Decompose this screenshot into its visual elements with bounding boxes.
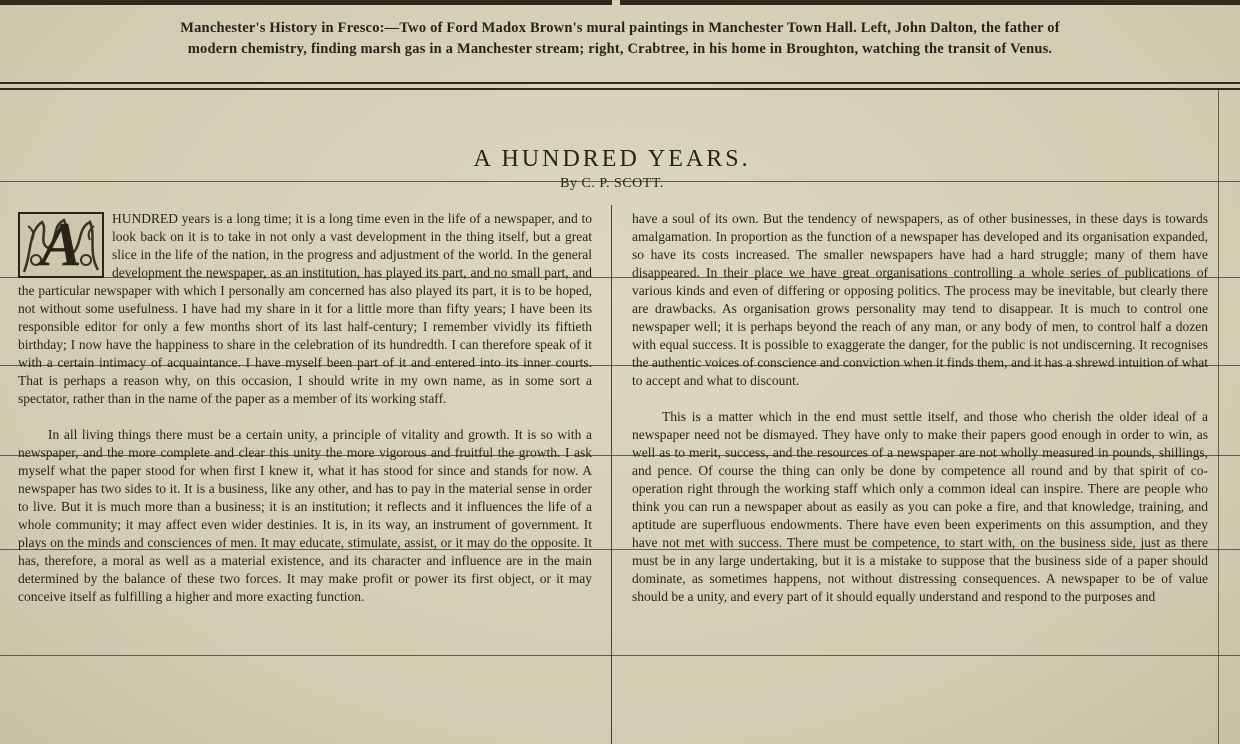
top-rule-right [620,0,1240,5]
caption-line-2: modern chemistry, finding marsh gas in a Manchester stream; right, Crabtree, in his home in Broughton, watching the transit of Venus. [187,41,1053,57]
top-rule-left [0,0,612,5]
article-title: A HUNDRED YEARS. [473,146,751,173]
article-paragraph: In all living things there must be a certain unity, a principle of vitality and growth. It is so with a newspaper, and the more complete and clear this unity the more vigorous and fruitful the growth. I ask myself what the paper stood for when first I knew it, what it has stood for since and stands for now. A newspaper has two sides to it. It is a business, like any other, and has to pay in the material sense in order to live. But it is much more than a business; it is an institution; it reflects and it influences the life of a whole community; it may affect even wider destinies. It is, in its way, an instrument of government. It plays on the minds and consciences of men. It may educate, stimulate, assist, or it may do the opposite. It has, therefore, a moral as well as a material existence, and its character and influence are in the main determined by the balance of these two forces. It may make profit or power its first object, or it may conceive itself as fulfilling a higher and more exacting function. [18,427,592,604]
article-column-right [632,210,1208,744]
caption-line-1: Manchester's History in Fresco:—Two of Ford Madox Brown's mural paintings in Manchester Town Hall. Left, John Dalton, the father of [180,20,1060,36]
photo-caption [40,18,1200,60]
article-paragraph: HUNDRED years is a long time; it is a long time even in the life of a newspaper, and to look back on it is to take in not only a vast development in the thing itself, but a great slice in the life of the nation, in the progress and adjustment of the world. In the general development the newspaper, as an institution, has played its part, and no small part, and the particular newspaper with which I personally am concerned has also played its part, it is to be hoped, not without some usefulness. I have had my share in it for a little more than fifty years; I have been its responsible editor for only a few months short of its last half-century; I remember vividly its fiftieth birthday; I now have the happiness to share in the celebration of its hundredth. I can therefore speak of it with a certain intimacy of acquaintance. I have myself been part of it and entered into its inner courts. That is perhaps a reason why, on this occasion, I should write in my own name, as in some sort a spectator, rather than in the name of the paper as a member of its working staff. [18,211,592,406]
article-byline: By C. P. SCOTT. [560,176,664,191]
ornamental-drop-cap [18,212,104,278]
article-column-left [18,210,592,744]
drop-cap-letter: A [40,211,82,279]
section-rule-upper [0,82,1240,84]
section-rule-lower [0,88,1240,90]
column-divider [611,205,612,744]
article-paragraph: This is a matter which in the end must settle itself, and those who cherish the older ideal of a newspaper need not be dismayed. They have only to make their papers good enough in order to win, as well as to merit, success, and the resources of a newspaper are not wholly measured in pounds, shillings, and pence. Of course the thing can only be done by competence all round and by that spirit of co-operation right through the working staff which only a common ideal can inspire. There are people who think you can run a newspaper about as easily as you can poke a fire, and that knowledge, training, and aptitude are superfluous endowments. There have even been experiments on this assumption, and they have not met with success. There must be competence, to start with, on the business side, just as there must be in any large undertaking, but it is a mistake to suppose that the business side of a paper should dominate, as sometimes happens, not without distressing consequences. A newspaper to be of value should be a unity, and every part of it should equally understand and respond to the purposes and [632,409,1208,604]
article-paragraph: have a soul of its own. But the tendency of newspapers, as of other businesses, in these days is towards amalgamation. In proportion as the function of a newspaper has developed and its organisation expanded, so have its costs increased. The smaller newspapers have had a hard struggle; many of them have disappeared. In their place we have great organisations controlling a whole series of publications of various kinds and even of differing or opposing politics. The process may be inevitable, but clearly there are drawbacks. As organisation grows personality may tend to disappear. It is much to control one newspaper well; it is perhaps beyond the reach of any man, or any body of men, to control half a dozen with equal success. It is possible to exaggerate the danger, for the public is not undiscerning. It recognises the authentic voices of conscience and conviction when it finds them, and it has a shrewd intuition of what to accept and what to discount. [632,211,1208,388]
